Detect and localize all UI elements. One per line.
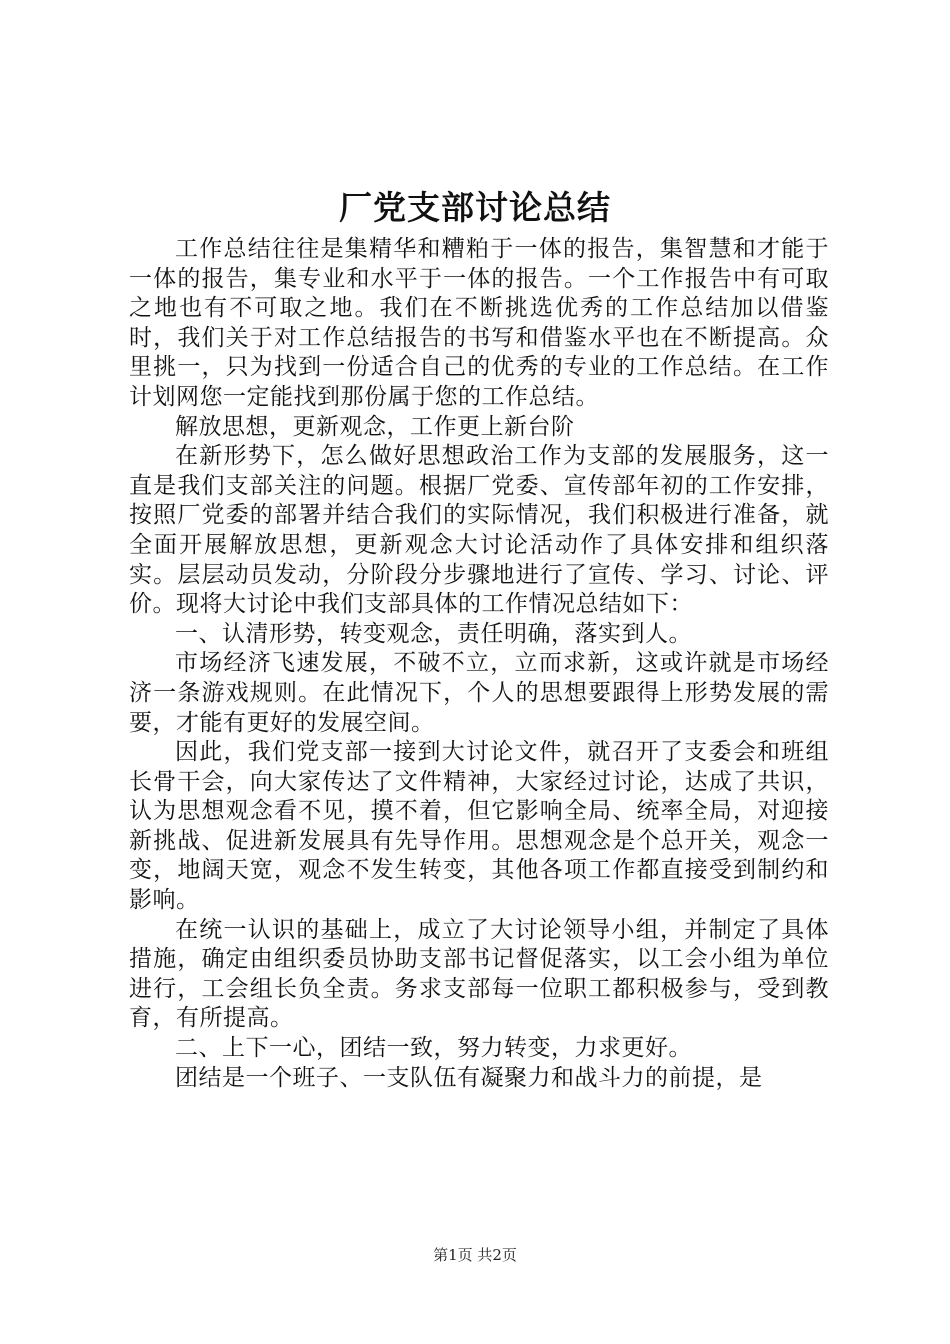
paragraph-market: 市场经济飞速发展，不破不立，立而求新，这或许就是市场经济一条游戏规则。在此情况下，个人的思想要跟得上形势发展的需要，才能有更好的发展空间。 — [129, 650, 829, 736]
document-body — [129, 235, 829, 1093]
paragraph-intro: 工作总结往往是集精华和糟粕于一体的报告，集智慧和才能于一体的报告，集专业和水平于一体的报告。一个工作报告中有可取之地也有不可取之地。我们在不断挑选优秀的工作总结加以借鉴时，我们关于对工作总结报告的书写和借鉴水平也在不断提高。众里挑一，只为找到一份适合自己的优秀的专业的工作总结。在工作计划网您一定能找到那份属于您的工作总结。 — [129, 236, 829, 410]
section-heading-one: 一、认清形势，转变观念，责任明确，落实到人。 — [175, 620, 692, 647]
section-heading-two: 二、上下一心，团结一致，努力转变，力求更好。 — [175, 1035, 692, 1062]
paragraph-leadership: 在统一认识的基础上，成立了大讨论领导小组，并制定了具体措施，确定由组织委员协助支部书记督促落实，以工会小组为单位进行，工会组长负全责。务求支部每一位职工都积极参与，受到教育，有所提高。 — [129, 916, 829, 1032]
document-title: 厂党支部讨论总结 — [339, 188, 611, 227]
paragraph-meeting: 因此，我们党支部一接到大讨论文件，就召开了支委会和班组长骨干会，向大家传达了文件精神，大家经过讨论，达成了共识，认为思想观念看不见，摸不着，但它影响全局、统率全局，对迎接新挑战、促进新发展具有先导作用。思想观念是个总开关，观念一变，地阔天宽，观念不发生转变，其他各项工作都直接受到制约和影响。 — [129, 739, 829, 914]
paragraph-unity: 团结是一个班子、一支队伍有凝聚力和战斗力的前提，是 — [175, 1064, 763, 1091]
section-heading-main: 解放思想，更新观念，工作更上新台阶 — [175, 413, 575, 440]
paragraph-background: 在新形势下，怎么做好思想政治工作为支部的发展服务，这一直是我们支部关注的问题。根据厂党委、宣传部年初的工作安排，按照厂党委的部署并结合我们的实际情况，我们积极进行准备，就全面开展解放思想，更新观念大讨论活动作了具体安排和组织落实。层层动员发动，分阶段分步骤地进行了宣传、学习、讨论、评价。现将大讨论中我们支部具体的工作情况总结如下： — [129, 443, 829, 618]
page-number-footer: 第1页 共2页 — [433, 1246, 517, 1264]
